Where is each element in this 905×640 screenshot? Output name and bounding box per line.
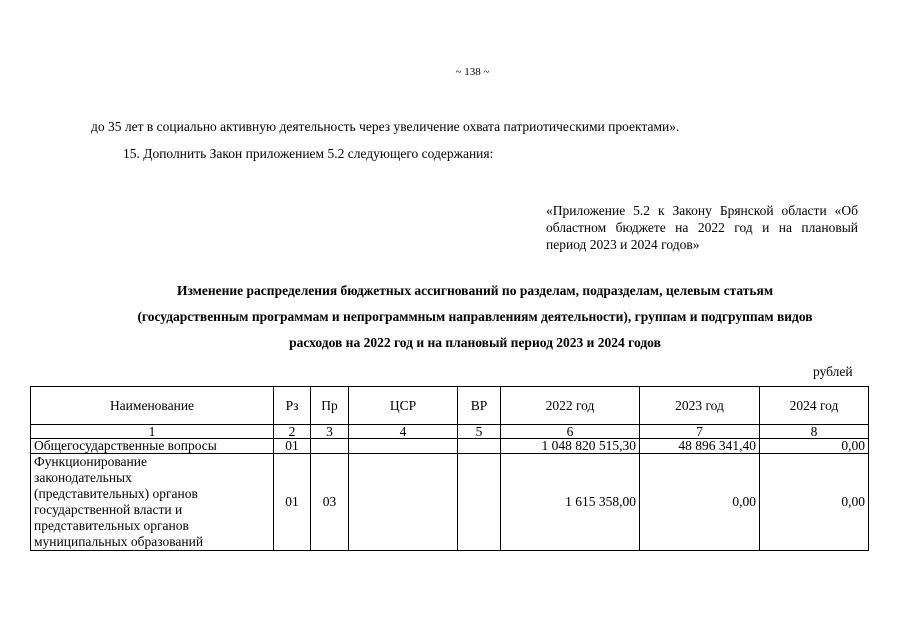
col-number: 2: [274, 425, 311, 439]
row-name-line: государственной власти и: [34, 502, 183, 517]
row-name-line: (представительных) органов: [34, 486, 198, 501]
row-csr: [349, 454, 458, 551]
row-vr: [458, 439, 501, 454]
row-2022: 1 615 358,00: [501, 454, 640, 551]
row-2024: 0,00: [760, 439, 869, 454]
row-pr: [311, 439, 349, 454]
units-label: рублей: [813, 364, 853, 379]
table-title: [60, 278, 890, 356]
paragraph-15: 15. Дополнить Закон приложением 5.2 следующего содержания:: [123, 146, 494, 161]
row-2023: 48 896 341,40: [640, 439, 760, 454]
header-pr: Пр: [311, 387, 349, 425]
col-number: 5: [458, 425, 501, 439]
col-number: 1: [31, 425, 274, 439]
header-2024: 2024 год: [760, 387, 869, 425]
table-header-row: [31, 387, 869, 425]
row-name-line: законодательных: [34, 470, 132, 485]
row-2024: 0,00: [760, 454, 869, 551]
row-vr: [458, 454, 501, 551]
page-number: ~ 138 ~: [455, 66, 490, 78]
table-row: [31, 454, 869, 551]
row-name: [31, 454, 274, 551]
col-number: 8: [760, 425, 869, 439]
header-name: Наименование: [31, 387, 274, 425]
row-name-line: Функционирование: [34, 454, 147, 469]
row-name-line: представительных органов: [34, 518, 189, 533]
row-csr: [349, 439, 458, 454]
header-rz: Рз: [274, 387, 311, 425]
row-name: Общегосударственные вопросы: [31, 439, 274, 454]
col-number: 7: [640, 425, 760, 439]
row-2022: 1 048 820 515,30: [501, 439, 640, 454]
row-rz: 01: [274, 439, 311, 454]
column-number-row: [31, 425, 869, 439]
table-row: [31, 439, 869, 454]
header-2023: 2023 год: [640, 387, 760, 425]
row-2023: 0,00: [640, 454, 760, 551]
header-2022: 2022 год: [501, 387, 640, 425]
col-number: 4: [349, 425, 458, 439]
title-line: (государственным программам и непрограммным направлениям деятельности), группам и подгруппам видов: [137, 309, 813, 324]
row-name-line: муниципальных образований: [34, 534, 204, 549]
row-rz: 01: [274, 454, 311, 551]
row-pr: 03: [311, 454, 349, 551]
col-number: 3: [311, 425, 349, 439]
header-vr: ВР: [458, 387, 501, 425]
paragraph-continuation: до 35 лет в социально активную деятельность через увеличение охвата патриотическими проектами».: [91, 119, 680, 134]
budget-table: [30, 386, 869, 551]
title-line: Изменение распределения бюджетных ассигнований по разделам, подразделам, целевым статьям: [176, 283, 774, 298]
annex-header: «Приложение 5.2 к Закону Брянской области «Об областном бюджете на 2022 год и на плановый период 2023 и 2024 годов»: [546, 203, 858, 252]
title-line: расходов на 2022 год и на плановый период 2023 и 2024 годов: [289, 335, 661, 350]
header-csr: ЦСР: [349, 387, 458, 425]
col-number: 6: [501, 425, 640, 439]
